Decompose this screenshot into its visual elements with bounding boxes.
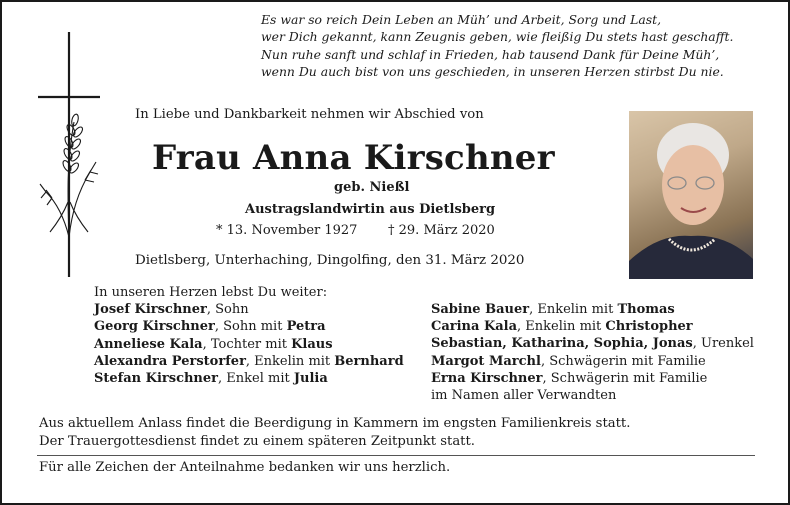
list-item: Georg Kirschner, Sohn mit Petra [94,319,326,335]
funeral-notice [39,415,630,450]
birth-date: * 13. November 1927 [216,223,358,238]
poem-line: Nun ruhe sanft und schlaf in Frieden, hab tausend Dank für Deine Müh’, [261,46,720,62]
deceased-role: Austragslandwirtin aus Dietlsberg [245,202,496,217]
portrait-photo [629,111,753,279]
death-date: † 29. März 2020 [388,223,495,238]
poem-line: Es war so reich Dein Leben an Müh’ und Arbeit, Sorg und Last, [261,12,662,27]
list-item: Josef Kirschner, Sohn [94,302,249,318]
divider [37,455,755,456]
poem-line: wenn Du auch bist von uns geschieden, in unseren Herzen stirbst Du nie. [261,63,724,79]
birth-name: geb. Nießl [334,180,410,195]
thanks-text: Für alle Zeichen der Anteilnahme bedanken wir uns herzlich. [39,460,451,475]
list-item: Alexandra Perstorfer, Enkelin mit Bernhard [94,353,404,369]
place-and-date: Dietlsberg, Unterhaching, Dingolfing, den 31. März 2020 [135,253,525,268]
list-item: Margot Marchl, Schwägerin mit Familie [431,353,706,369]
notice-line: Aus aktuellem Anlass findet die Beerdigung in Kammern im engsten Familienkreis statt. [39,416,631,431]
notice-line: Der Trauergottesdienst findet zu einem späteren Zeitpunkt statt. [39,433,475,449]
list-item: im Namen aller Verwandten [431,388,617,404]
poem [261,11,781,80]
intro-text: In Liebe und Dankbarkeit nehmen wir Abschied von [135,107,484,122]
list-item: Erna Kirschner, Schwägerin mit Familie [431,370,708,386]
family-list-right [431,301,754,404]
poem-line: wer Dich gekannt, kann Zeugnis geben, wie fleißig Du stets hast geschafft. [261,29,734,45]
list-item: Sebastian, Katharina, Sophia, Jonas, Urenkel [431,336,754,352]
list-item: Stefan Kirschner, Enkel mit Julia [94,371,328,387]
list-item: Carina Kala, Enkelin mit Christopher [431,319,693,335]
list-item: Sabine Bauer, Enkelin mit Thomas [431,302,675,317]
family-list-left [94,284,404,387]
family-intro: In unseren Herzen lebst Du weiter: [94,285,328,300]
list-item: Anneliese Kala, Tochter mit Klaus [94,336,333,352]
cross-with-wheat-icon [38,32,102,277]
deceased-name: Frau Anna Kirschner [152,138,555,178]
